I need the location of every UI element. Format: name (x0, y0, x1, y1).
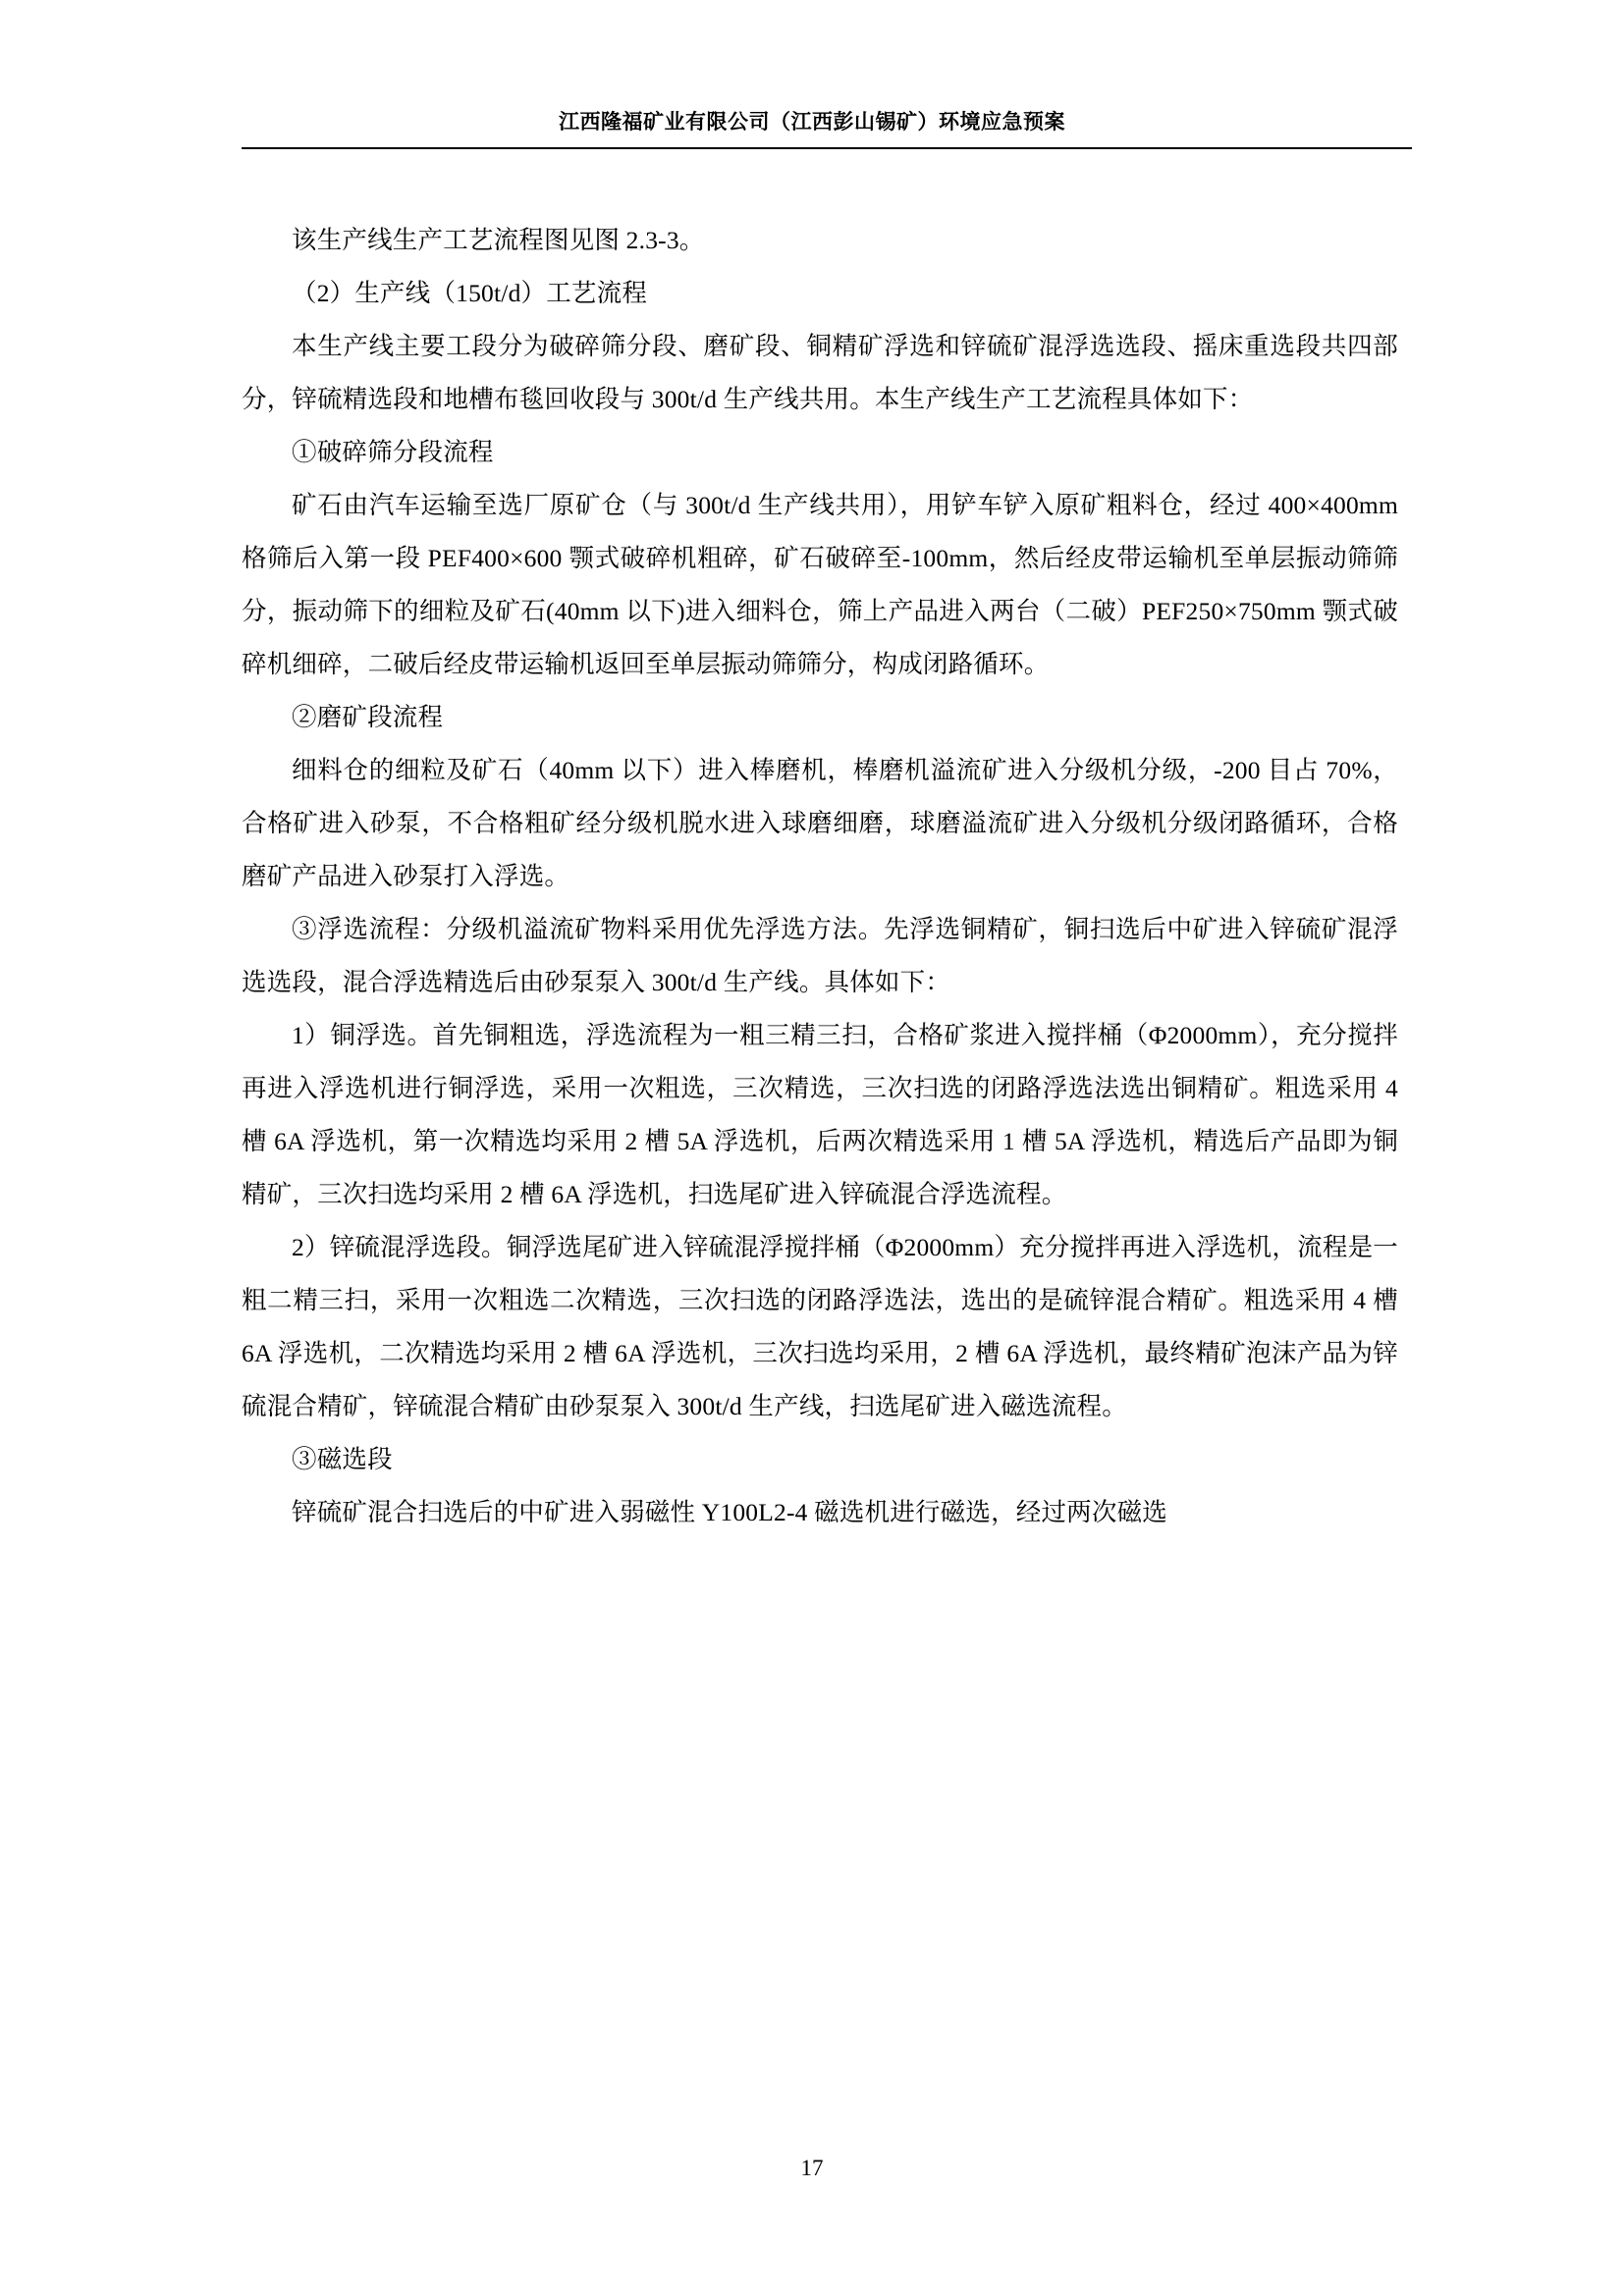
paragraph: 矿石由汽车运输至选厂原矿仓（与 300t/d 生产线共用），用铲车铲入原矿粗料仓，经过 400×400mm 格筛后入第一段 PEF400×600 颚式破碎机粗碎，矿石破碎至-100mm，然后经皮带运输机至单层振动筛筛分，振动筛下的细粒及矿石(40mm 以下)进入细料仓，筛上产品进入两台（二破）PEF250×750mm 颚式破碎机细碎，二破后经皮带运输机返回至单层振动筛筛分，构成闭路循环。 (242, 491, 1398, 678)
paragraph: 本生产线主要工段分为破碎筛分段、磨矿段、铜精矿浮选和锌硫矿混浮选选段、摇床重选段共四部分，锌硫精选段和地槽布毯回收段与 300t/d 生产线共用。本生产线生产工艺流程具体如下： (242, 332, 1398, 413)
paragraph: ①破碎筛分段流程 (292, 438, 494, 466)
paragraph: （2）生产线（150t/d）工艺流程 (292, 279, 648, 307)
header-divider (242, 147, 1412, 149)
paragraph: ③浮选流程：分级机溢流矿物料采用优先浮选方法。先浮选铜精矿，铜扫选后中矿进入锌硫矿混浮选选段，混合浮选精选后由砂泵泵入 300t/d 生产线。具体如下： (242, 915, 1398, 996)
document-body (242, 214, 1398, 1539)
page-number: 17 (800, 2156, 824, 2180)
paragraph: ③磁选段 (292, 1445, 393, 1473)
paragraph: 锌硫矿混合扫选后的中矿进入弱磁性 Y100L2-4 磁选机进行磁选，经过两次磁选 (292, 1498, 1167, 1526)
page-header: 江西隆福矿业有限公司（江西彭山锡矿）环境应急预案 (559, 110, 1065, 133)
paragraph: 该生产线生产工艺流程图见图 2.3-3。 (292, 226, 705, 254)
paragraph: 细料仓的细粒及矿石（40mm 以下）进入棒磨机，棒磨机溢流矿进入分级机分级，-200 目占 70%，合格矿进入砂泵，不合格粗矿经分级机脱水进入球磨细磨，球磨溢流矿进入分级机分级闭路循环，合格磨矿产品进入砂泵打入浮选。 (242, 756, 1398, 890)
paragraph: ②磨矿段流程 (292, 703, 444, 731)
paragraph: 2）锌硫混浮选段。铜浮选尾矿进入锌硫混浮搅拌桶（Φ2000mm）充分搅拌再进入浮选机，流程是一粗二精三扫，采用一次粗选二次精选，三次扫选的闭路浮选法，选出的是硫锌混合精矿。粗选采用 4 槽 6A 浮选机，二次精选均采用 2 槽 6A 浮选机，三次扫选均采用，2 槽 6A 浮选机，最终精矿泡沫产品为锌硫混合精矿，锌硫混合精矿由砂泵泵入 300t/d 生产线，扫选尾矿进入磁选流程。 (242, 1233, 1398, 1420)
paragraph: 1）铜浮选。首先铜粗选，浮选流程为一粗三精三扫，合格矿浆进入搅拌桶（Φ2000mm），充分搅拌再进入浮选机进行铜浮选，采用一次粗选，三次精选，三次扫选的闭路浮选法选出铜精矿。粗选采用 4 槽 6A 浮选机，第一次精选均采用 2 槽 5A 浮选机，后两次精选采用 1 槽 5A 浮选机，精选后产品即为铜精矿，三次扫选均采用 2 槽 6A 浮选机，扫选尾矿进入锌硫混合浮选流程。 (242, 1021, 1398, 1208)
